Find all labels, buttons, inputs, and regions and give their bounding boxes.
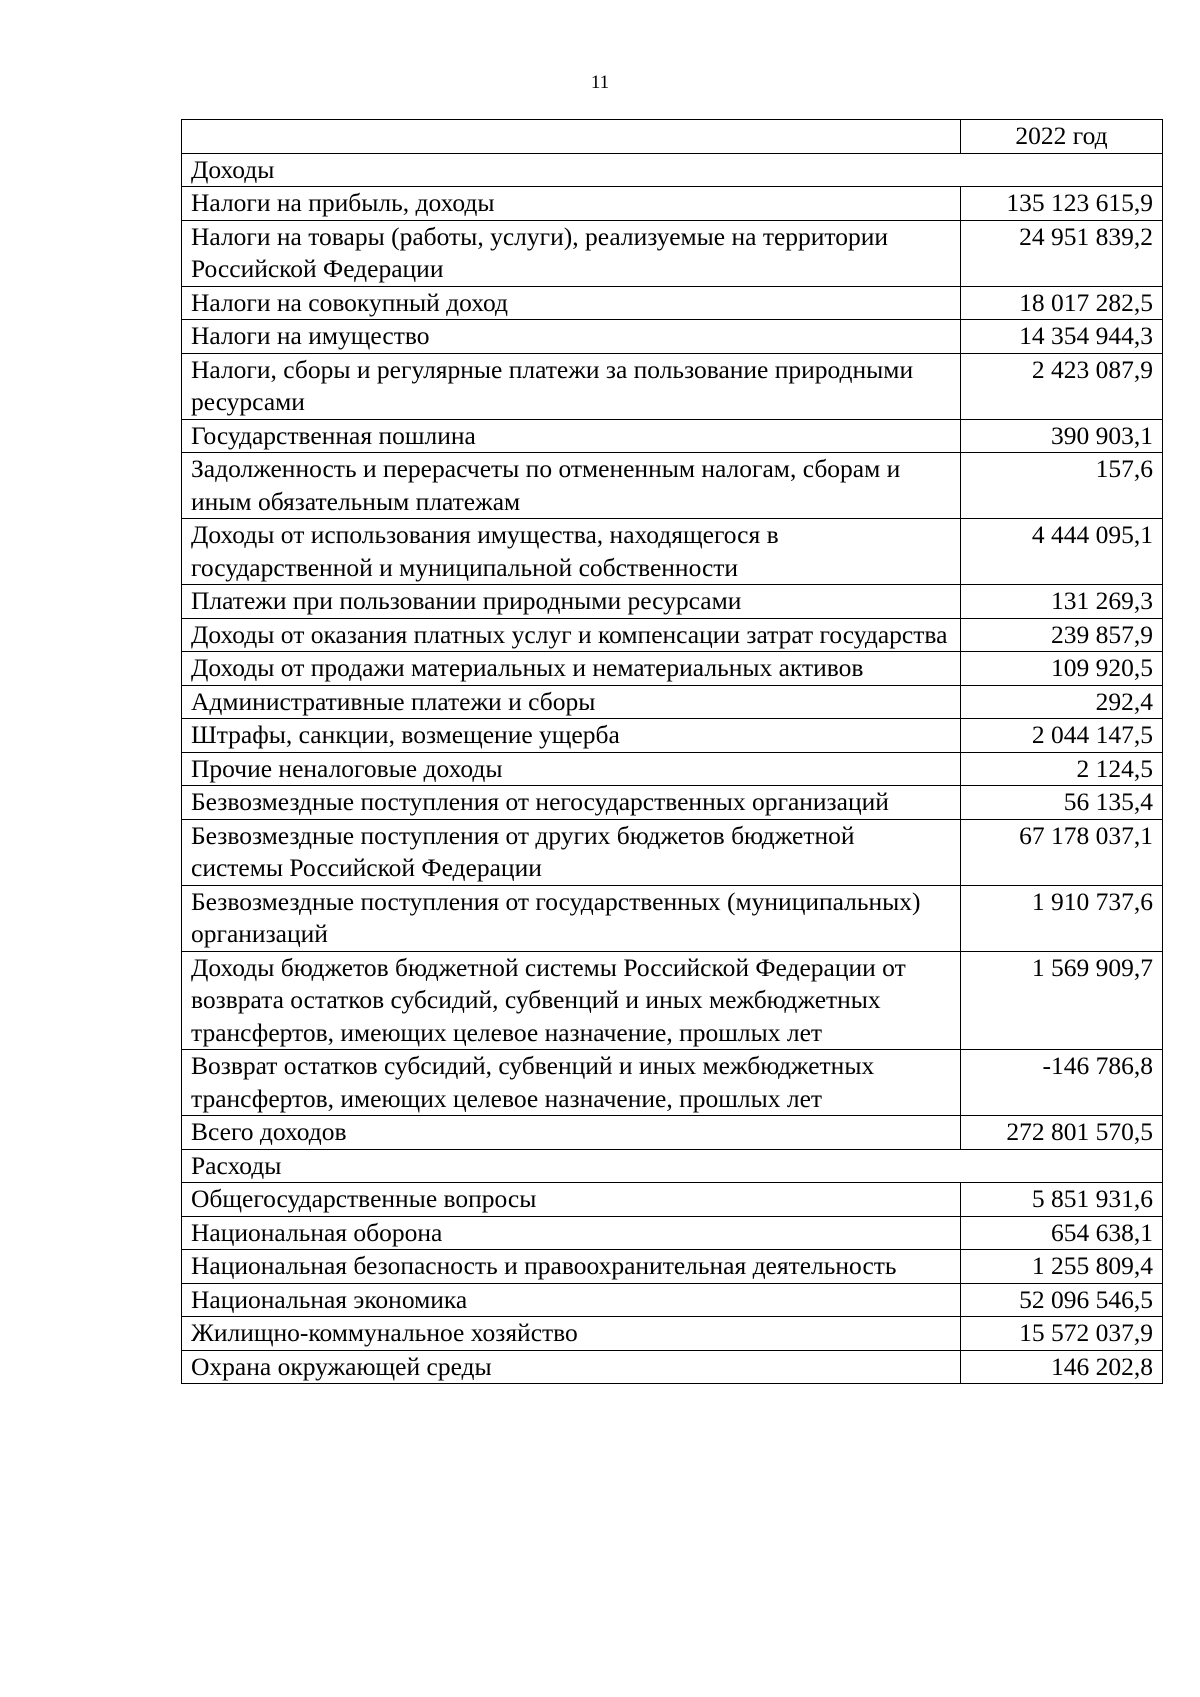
table-row [182,1116,1163,1150]
table-row [182,1216,1163,1250]
row-label: Всего доходов [182,1116,961,1150]
row-label: Административные платежи и сборы [182,685,961,719]
row-value: 157,6 [961,453,1163,519]
table-row [182,618,1163,652]
table-row [182,585,1163,619]
table-row [182,885,1163,951]
row-label: Прочие неналоговые доходы [182,752,961,786]
row-label: Общегосударственные вопросы [182,1183,961,1217]
row-value: 2 124,5 [961,752,1163,786]
row-value: 390 903,1 [961,419,1163,453]
row-value: 131 269,3 [961,585,1163,619]
table-row [182,652,1163,686]
table-row [182,1317,1163,1351]
row-value: 109 920,5 [961,652,1163,686]
budget-table-body [182,120,1163,1384]
row-label: Национальная оборона [182,1216,961,1250]
row-value: 24 951 839,2 [961,220,1163,286]
row-value: 56 135,4 [961,786,1163,820]
row-label: Доходы от оказания платных услуг и компенсации затрат государства [182,618,961,652]
page-number: 11 [590,72,610,93]
row-value: 15 572 037,9 [961,1317,1163,1351]
row-value: 4 444 095,1 [961,519,1163,585]
row-label: Жилищно-коммунальное хозяйство [182,1317,961,1351]
row-label: Охрана окружающей среды [182,1350,961,1384]
row-label: Доходы от продажи материальных и нематериальных активов [182,652,961,686]
table-row [182,1183,1163,1217]
row-label: Налоги, сборы и регулярные платежи за пользование природными ресурсами [182,353,961,419]
row-label: Штрафы, санкции, возмещение ущерба [182,719,961,753]
row-label: Безвозмездные поступления от негосударственных организаций [182,786,961,820]
table-row [182,819,1163,885]
header-empty-cell [182,120,961,154]
row-label: Платежи при пользовании природными ресурсами [182,585,961,619]
table-row [182,1283,1163,1317]
row-label: Налоги на имущество [182,320,961,354]
table-row [182,752,1163,786]
row-label: Налоги на прибыль, доходы [182,187,961,221]
row-label: Национальная безопасность и правоохранительная деятельность [182,1250,961,1284]
table-row [182,1350,1163,1384]
section-title-expenses: Расходы [182,1149,1163,1183]
table-row [182,220,1163,286]
year-header: 2022 год [961,120,1163,154]
row-value: 14 354 944,3 [961,320,1163,354]
row-value: 1 255 809,4 [961,1250,1163,1284]
row-label: Доходы от использования имущества, находящегося в государственной и муниципальной собственности [182,519,961,585]
header-row [182,120,1163,154]
row-label: Безвозмездные поступления от государственных (муниципальных) организаций [182,885,961,951]
table-row [182,786,1163,820]
row-label: Налоги на товары (работы, услуги), реализуемые на территории Российской Федерации [182,220,961,286]
row-value: 18 017 282,5 [961,286,1163,320]
row-label: Национальная экономика [182,1283,961,1317]
row-value: 2 044 147,5 [961,719,1163,753]
section-row-expenses [182,1149,1163,1183]
row-value: 292,4 [961,685,1163,719]
row-value: 52 096 546,5 [961,1283,1163,1317]
row-label: Налоги на совокупный доход [182,286,961,320]
table-row [182,453,1163,519]
table-row [182,519,1163,585]
table-row [182,353,1163,419]
table-row [182,286,1163,320]
row-label: Возврат остатков субсидий, субвенций и иных межбюджетных трансфертов, имеющих целевое назначение, прошлых лет [182,1050,961,1116]
table-row [182,187,1163,221]
row-label: Задолженность и перерасчеты по отмененным налогам, сборам и иным обязательным платежам [182,453,961,519]
table-row [182,1250,1163,1284]
table-row [182,419,1163,453]
row-value: 135 123 615,9 [961,187,1163,221]
budget-table [181,119,1163,1384]
section-title-income: Доходы [182,153,1163,187]
row-label: Государственная пошлина [182,419,961,453]
table-row [182,685,1163,719]
table-row [182,320,1163,354]
row-value: 654 638,1 [961,1216,1163,1250]
row-value: 272 801 570,5 [961,1116,1163,1150]
table-row [182,951,1163,1050]
row-value: 1 910 737,6 [961,885,1163,951]
row-value: 5 851 931,6 [961,1183,1163,1217]
row-label: Безвозмездные поступления от других бюджетов бюджетной системы Российской Федерации [182,819,961,885]
row-value: 239 857,9 [961,618,1163,652]
row-value: 1 569 909,7 [961,951,1163,1050]
table-row [182,719,1163,753]
row-value: 67 178 037,1 [961,819,1163,885]
row-value: 2 423 087,9 [961,353,1163,419]
section-row-income [182,153,1163,187]
row-label: Доходы бюджетов бюджетной системы Российской Федерации от возврата остатков субсидий, субвенций и иных межбюджетных трансфертов, имеющих целевое назначение, прошлых лет [182,951,961,1050]
table-row [182,1050,1163,1116]
row-value: -146 786,8 [961,1050,1163,1116]
row-value: 146 202,8 [961,1350,1163,1384]
